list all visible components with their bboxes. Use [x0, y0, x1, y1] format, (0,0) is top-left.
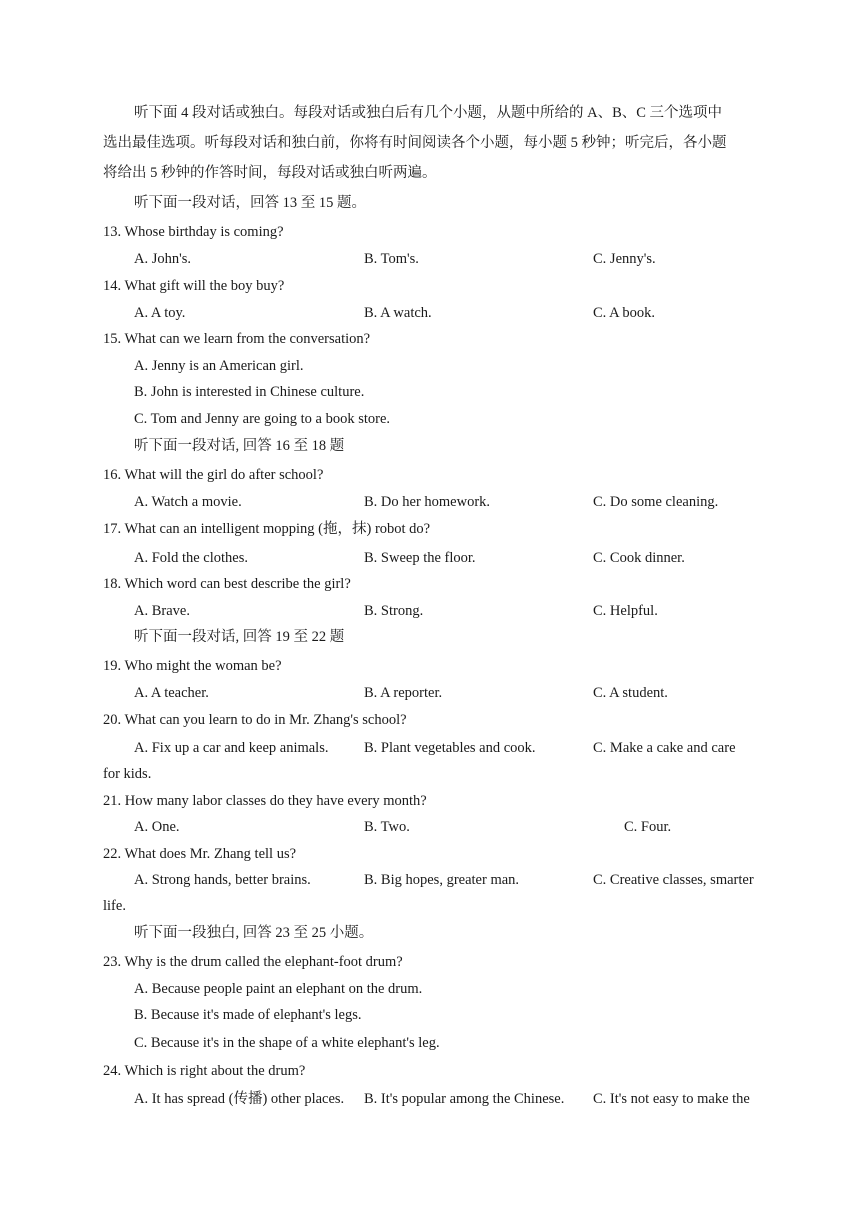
section-heading-3: 听下面一段对话, 回答 19 至 22 题 — [134, 629, 345, 645]
question-17-option-c: C. Cook dinner. — [593, 550, 685, 566]
question-20-stem: 20. What can you learn to do in Mr. Zhang's school? — [103, 712, 407, 728]
question-13-option-b: B. Tom's. — [364, 251, 419, 267]
question-21-option-a: A. One. — [134, 819, 180, 835]
question-22-option-c: C. Creative classes, smarter — [593, 872, 754, 888]
question-15-option-c: C. Tom and Jenny are going to a book store. — [134, 411, 391, 427]
section-heading-1: 听下面一段对话，回答 13 至 15 题。 — [134, 195, 366, 211]
instructions-line-1: 听下面 4 段对话或独白。每段对话或独白后有几个小题，从题中所给的 A、B、C 三个选项中 — [134, 105, 723, 121]
question-15-stem: 15. What can we learn from the conversation? — [103, 331, 371, 347]
question-19-stem: 19. Who might the woman be? — [103, 658, 282, 674]
question-21-option-b: B. Two. — [364, 819, 410, 835]
question-17-option-a: A. Fold the clothes. — [134, 550, 248, 566]
question-19-option-a: A. A teacher. — [134, 685, 209, 701]
question-19-option-c: C. A student. — [593, 685, 668, 701]
question-15-option-a: A. Jenny is an American girl. — [134, 358, 304, 374]
question-14-option-a: A. A toy. — [134, 305, 186, 321]
question-22-stem: 22. What does Mr. Zhang tell us? — [103, 846, 297, 862]
question-18-stem: 18. Which word can best describe the girl? — [103, 576, 351, 592]
question-24-option-b: B. It's popular among the Chinese. — [364, 1091, 565, 1107]
question-16-option-c: C. Do some cleaning. — [593, 494, 719, 510]
question-24-stem: 24. Which is right about the drum? — [103, 1063, 306, 1079]
question-18-option-c: C. Helpful. — [593, 603, 658, 619]
section-heading-4: 听下面一段独白, 回答 23 至 25 小题。 — [134, 925, 374, 941]
question-14-option-b: B. A watch. — [364, 305, 432, 321]
question-14-stem: 14. What gift will the boy buy? — [103, 278, 285, 294]
question-16-option-a: A. Watch a movie. — [134, 494, 242, 510]
question-21-option-c: C. Four. — [624, 819, 672, 835]
question-20-option-b: B. Plant vegetables and cook. — [364, 740, 536, 756]
section-heading-2: 听下面一段对话, 回答 16 至 18 题 — [134, 438, 345, 454]
question-13-option-c: C. Jenny's. — [593, 251, 656, 267]
question-23-option-c: C. Because it's in the shape of a white elephant's leg. — [134, 1035, 440, 1051]
question-16-stem: 16. What will the girl do after school? — [103, 467, 324, 483]
question-21-stem: 21. How many labor classes do they have every month? — [103, 793, 427, 809]
question-18-option-a: A. Brave. — [134, 603, 190, 619]
question-22-option-b: B. Big hopes, greater man. — [364, 872, 520, 888]
question-16-option-b: B. Do her homework. — [364, 494, 491, 510]
question-22-option-a: A. Strong hands, better brains. — [134, 872, 311, 888]
question-17-option-b: B. Sweep the floor. — [364, 550, 476, 566]
question-23-option-a: A. Because people paint an elephant on the drum. — [134, 981, 423, 997]
question-23-option-b: B. Because it's made of elephant's legs. — [134, 1007, 362, 1023]
instructions-line-3: 将给出 5 秒钟的作答时间，每段对话或独白听两遍。 — [103, 165, 437, 181]
question-24-option-c: C. It's not easy to make the — [593, 1091, 750, 1107]
question-15-option-b: B. John is interested in Chinese culture. — [134, 384, 365, 400]
question-18-option-b: B. Strong. — [364, 603, 424, 619]
instructions-line-2: 选出最佳选项。听每段对话和独白前，你将有时间阅读各个小题，每小题 5 秒钟；听完后，各小题 — [103, 135, 727, 151]
question-17-stem: 17. What can an intelligent mopping (拖，抹) robot do? — [103, 521, 431, 537]
question-19-option-b: B. A reporter. — [364, 685, 443, 701]
question-23-stem: 23. Why is the drum called the elephant-foot drum? — [103, 954, 403, 970]
question-13-option-a: A. John's. — [134, 251, 191, 267]
question-20-option-c-continued: for kids. — [103, 766, 152, 782]
question-22-option-c-continued: life. — [103, 898, 126, 914]
question-20-option-a: A. Fix up a car and keep animals. — [134, 740, 329, 756]
question-13-stem: 13. Whose birthday is coming? — [103, 224, 284, 240]
question-14-option-c: C. A book. — [593, 305, 656, 321]
question-24-option-a: A. It has spread (传播) other places. — [134, 1091, 345, 1107]
question-20-option-c: C. Make a cake and care — [593, 740, 736, 756]
